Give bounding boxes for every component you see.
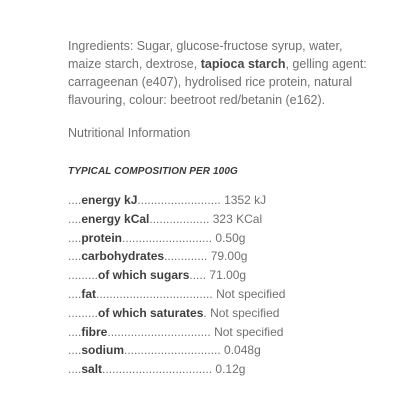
nutrition-row-sodium bbox=[68, 341, 368, 360]
ingredients-bold-part: tapioca starch bbox=[200, 57, 286, 71]
row-dots: . bbox=[203, 305, 207, 320]
nutrient-value: Not specified bbox=[216, 286, 286, 301]
nutrient-name: of which sugars bbox=[98, 268, 190, 283]
nutrition-row-sugars bbox=[68, 266, 368, 285]
row-leader: .... bbox=[68, 211, 82, 226]
composition-title: TYPICAL COMPOSITION PER 100G bbox=[68, 166, 238, 177]
nutrient-value: Not specified bbox=[214, 324, 284, 339]
nutrient-value: 1352 kJ bbox=[224, 193, 267, 207]
row-dots: ........................... bbox=[122, 230, 213, 245]
row-leader: .... bbox=[68, 324, 82, 339]
row-dots: ..... bbox=[189, 268, 207, 283]
nutrition-row-protein bbox=[68, 229, 368, 248]
nutrition-row-salt bbox=[68, 360, 368, 379]
nutrition-row-carbohydrates bbox=[68, 247, 368, 266]
row-leader: .... bbox=[68, 343, 82, 358]
nutrient-name: protein bbox=[81, 230, 123, 245]
nutrition-row-energy-kcal bbox=[68, 210, 368, 229]
row-dots: ............. bbox=[164, 249, 208, 264]
row-leader: .... bbox=[68, 230, 82, 245]
nutrient-value: 71.00g bbox=[209, 268, 247, 283]
row-dots: ............................... bbox=[107, 324, 211, 339]
row-dots: ................................... bbox=[96, 286, 213, 301]
ingredients-part-2: , gelling agent: carrageenan (e407), hydrolised rice protein, natural flavouring, colour: beetroot red/betanin (e162). bbox=[68, 57, 367, 107]
nutrition-table bbox=[68, 191, 368, 379]
nutrient-name: sodium bbox=[81, 343, 125, 358]
nutrition-row-fibre bbox=[68, 323, 368, 342]
row-leader: .... bbox=[68, 249, 82, 264]
nutrient-name: of which saturates bbox=[98, 305, 204, 320]
nutrient-value: Not specified bbox=[210, 305, 280, 320]
nutrient-value: 0.50g bbox=[215, 230, 246, 245]
row-leader: .... bbox=[68, 286, 82, 301]
nutrition-row-energy-kj bbox=[68, 191, 368, 210]
nutrient-name: energy kCal bbox=[81, 211, 150, 226]
row-dots: ................................. bbox=[102, 362, 213, 377]
nutrient-name: salt bbox=[81, 362, 103, 377]
nutrient-name: fat bbox=[81, 286, 97, 301]
nutrient-name: energy kJ bbox=[81, 193, 138, 207]
nutrient-value: 323 KCal bbox=[212, 211, 263, 226]
ingredients-text bbox=[68, 37, 368, 109]
nutrient-name: fibre bbox=[81, 324, 108, 339]
ingredients-part-1: Ingredients: Sugar, glucose-fructose syrup, water, maize starch, dextrose, bbox=[68, 39, 343, 71]
row-leader: .... bbox=[68, 362, 82, 377]
nutrient-value: 0.12g bbox=[215, 362, 246, 377]
row-dots: ......................... bbox=[137, 193, 221, 207]
nutrient-value: 0.048g bbox=[224, 343, 261, 358]
nutrient-name: carbohydrates bbox=[81, 249, 165, 264]
row-leader: .... bbox=[68, 193, 82, 207]
nutrition-row-saturates bbox=[68, 304, 368, 323]
nutrient-value: 79.00g bbox=[210, 249, 248, 264]
row-leader: ......... bbox=[68, 305, 99, 320]
row-leader: ......... bbox=[68, 268, 99, 283]
nutrition-row-fat bbox=[68, 285, 368, 304]
row-dots: ............................. bbox=[124, 343, 221, 358]
row-dots: .................. bbox=[149, 211, 210, 226]
nutritional-information-heading: Nutritional Information bbox=[68, 126, 191, 140]
